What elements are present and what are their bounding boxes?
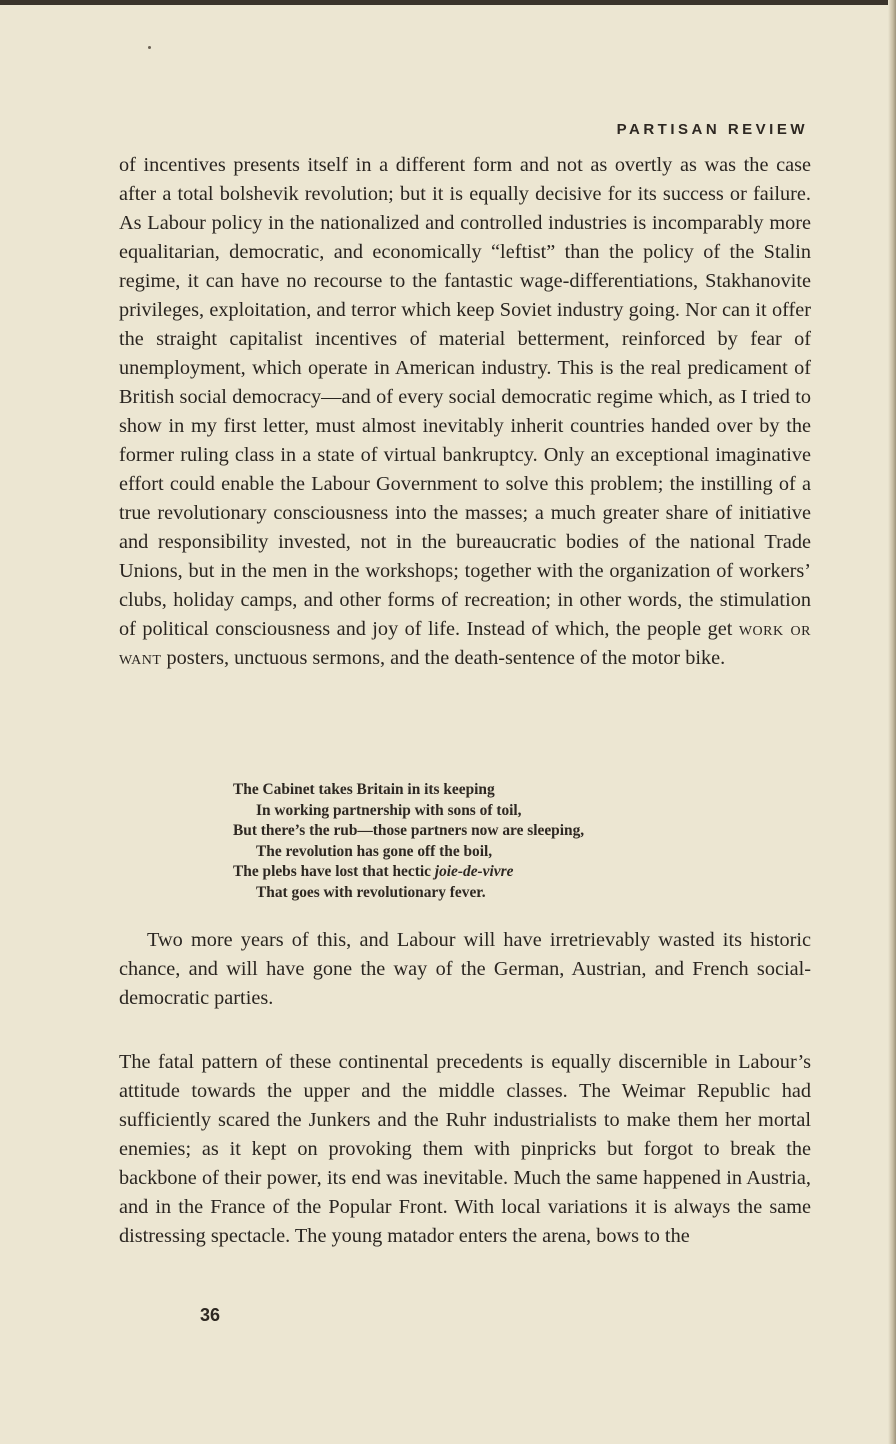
- verse-quotation: [233, 780, 584, 903]
- verse-line-3: But there’s the rub—those partners now are sleeping,: [233, 822, 585, 839]
- paragraph-1-text: of incentives presents itself in a different form and not as overtly as was the case after a total bolshevik revolution; but it is equally decisive for its success or failure. As Labour policy in the nationalized and controlled industries is incomparably more equalitarian, democratic, and economically “leftist” than the policy of the Stalin regime, it can have no recourse to the fantastic wage-differentiations, Stakhanovite privileges, exploitation, and terror which keep Soviet industry going. Nor can it offer the straight capitalist incentives of material betterment, reinforced by fear of unemployment, which operate in American industry. This is the real predicament of British social democracy—and of every social democratic regime which, as I tried to show in my first letter, must almost inevitably inherit countries handed over by the former ruling class in a state of virtual bankruptcy. Only an exceptional imaginative effort could enable the Labour Government to solve this problem; the instilling of a true revolutionary consciousness into the masses; a much greater share of initiative and responsibility invested, not in the bureaucratic bodies of the national Trade Unions, but in the men in the workshops; together with the organization of workers’ clubs, holiday camps, and other forms of recreation; in other words, the stimulation of political consciousness and joy of life. Instead of which, the people get: [119, 154, 811, 640]
- verse-line-1: The Cabinet takes Britain in its keeping: [233, 781, 495, 798]
- running-head: PARTISAN REVIEW: [616, 121, 808, 138]
- verse-line-2: In working partnership with sons of toil,: [256, 801, 522, 819]
- verse-line-5: [233, 862, 584, 883]
- body-paragraph-2: [119, 926, 811, 1013]
- page-edge-shadow: [888, 0, 896, 1444]
- body-paragraph-3: [119, 1048, 811, 1251]
- paper-speck: [148, 46, 151, 49]
- page-number: 36: [200, 1305, 221, 1325]
- verse-line-4: The revolution has gone off the boil,: [256, 842, 493, 860]
- paragraph-2-text: Two more years of this, and Labour will have irretrievably wasted its historic chance, and will have gone the way of the German, Austrian, and French social-democratic parties.: [119, 929, 811, 1009]
- paragraph-1-ending: posters, unctuous sermons, and the death-sentence of the motor bike.: [166, 647, 726, 669]
- top-edge-rule: [0, 0, 896, 5]
- paragraph-3-text: The fatal pattern of these continental precedents is equally discernible in Labour’s attitude towards the upper and the middle classes. The Weimar Republic had sufficiently scared the Junkers and the Ruhr industrialists to make them her mortal enemies; as it kept on provoking them with pinpricks but forgot to break the backbone of their power, its end was inevitable. Much the same happened in Austria, and in the France of the Popular Front. With local variations it is always the same distressing spectacle. The young matador enters the arena, bows to the: [119, 1051, 811, 1247]
- verse-line-6: That goes with revolutionary fever.: [256, 883, 486, 901]
- verse-line-5-italic: joie-de-vivre: [434, 863, 514, 880]
- verse-line-5-text: The plebs have lost that hectic: [233, 863, 431, 880]
- small-caps-phrase: work or want: [119, 618, 811, 669]
- body-paragraph-1: [119, 151, 811, 673]
